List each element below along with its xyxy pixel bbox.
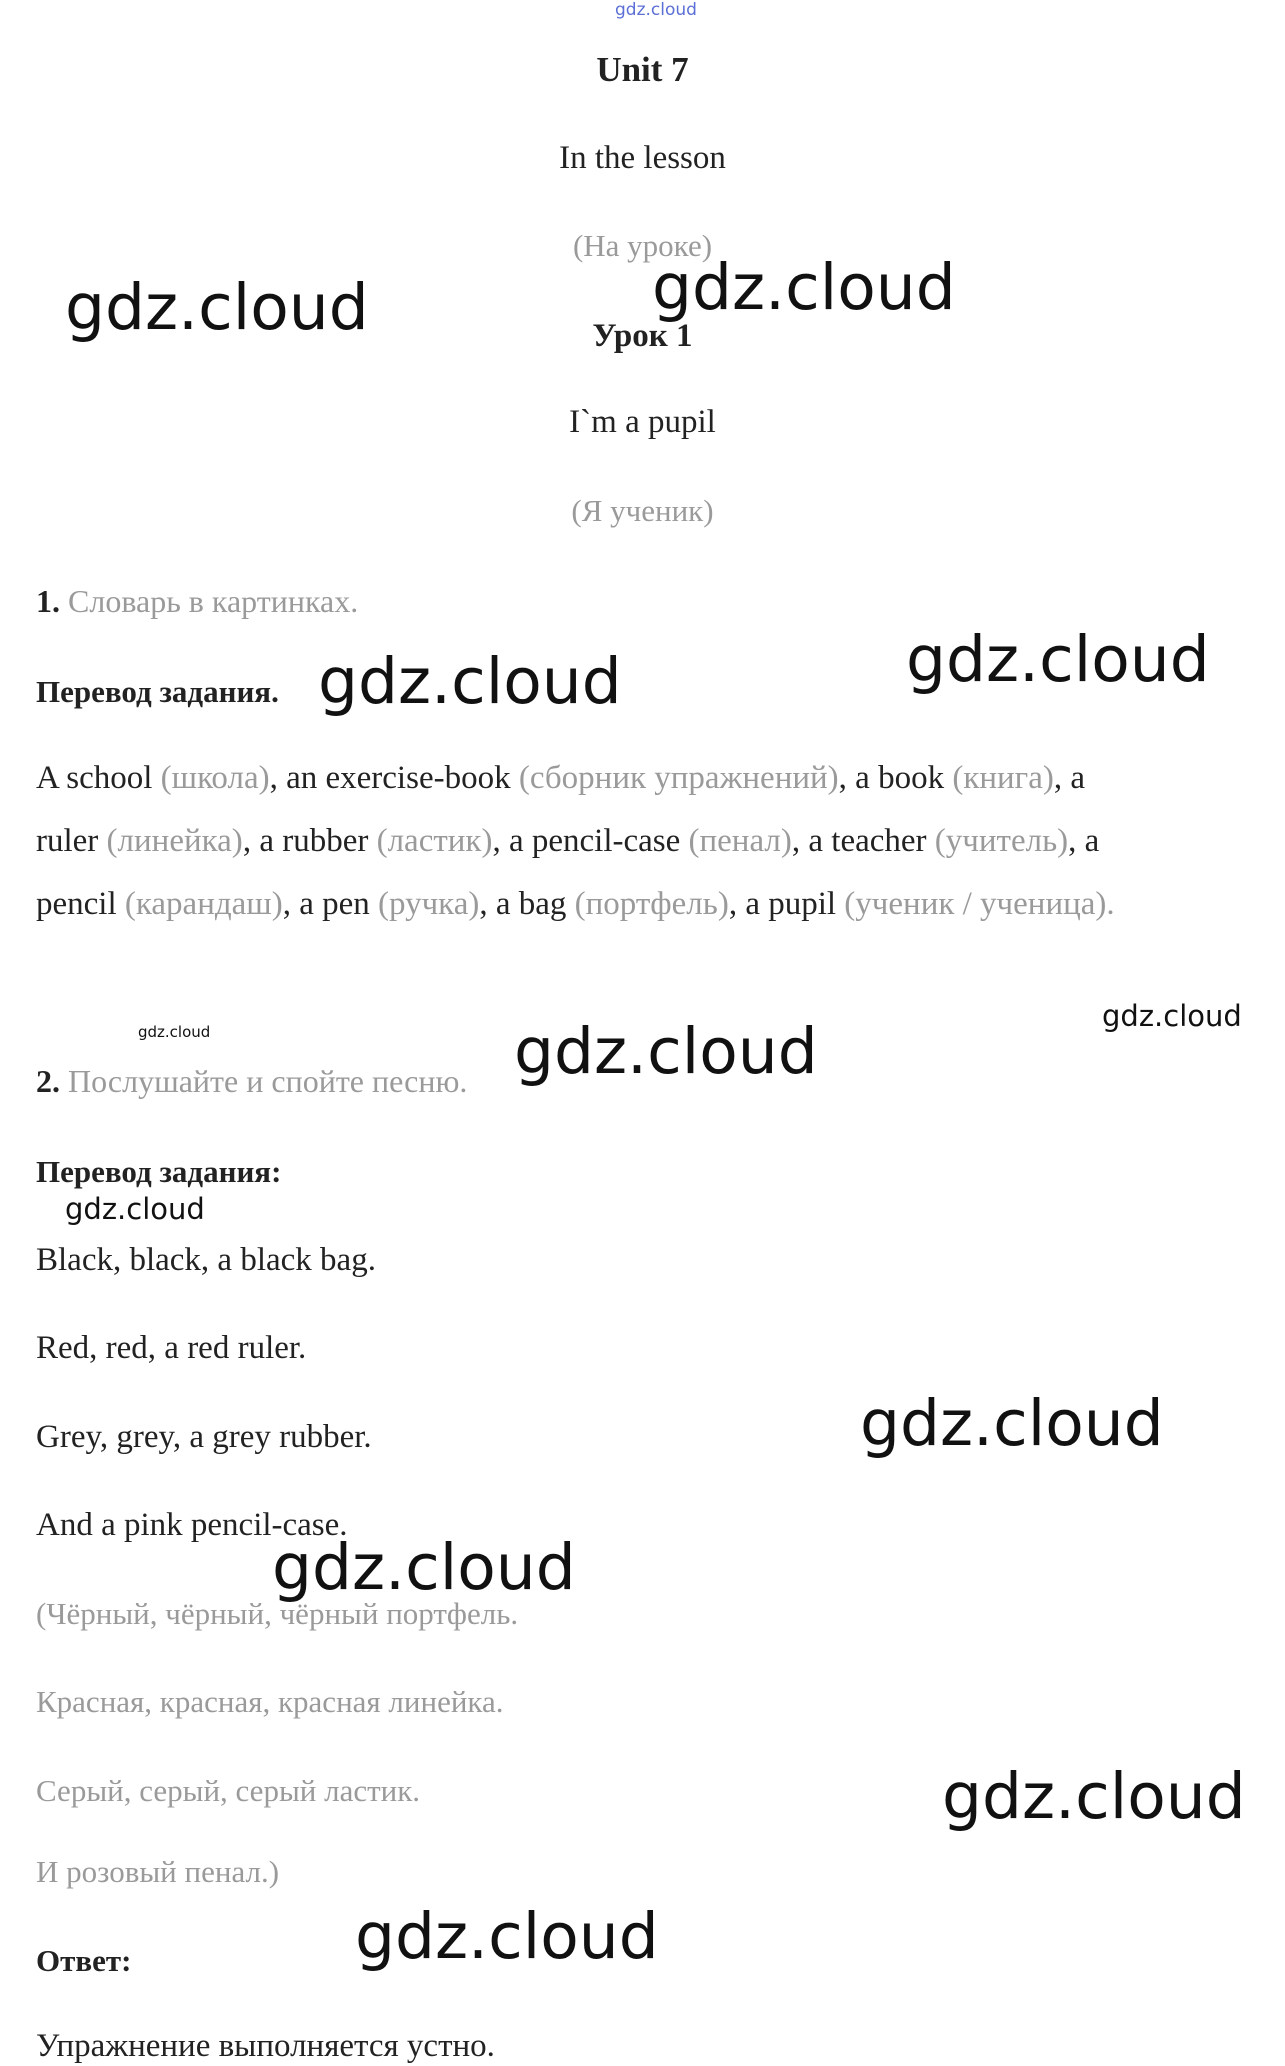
vocab-word: , a <box>1053 760 1085 796</box>
unit-title: Unit 7 <box>596 50 689 89</box>
vocab-word: pencil <box>36 886 125 922</box>
watermark: gdz.cloud <box>1102 999 1242 1033</box>
vocab-word: , a <box>1068 823 1100 859</box>
topic-title: In the lesson <box>559 140 726 176</box>
watermark: gdz.cloud <box>318 645 622 718</box>
song-line-en: Grey, grey, a grey rubber. <box>36 1419 372 1455</box>
task2-title: Послушайте и спойте песню. <box>68 1063 468 1099</box>
task1-translation-label: Перевод задания. <box>36 674 279 709</box>
watermark: gdz.cloud <box>514 1015 818 1088</box>
task1-title: Словарь в картинках. <box>68 583 359 619</box>
vocab-translation: (учитель) <box>934 823 1069 859</box>
vocab-word: , a bag <box>479 886 575 922</box>
task1-heading <box>36 583 358 620</box>
vocab-word: A school <box>36 760 161 796</box>
vocab-word: ruler <box>36 823 107 859</box>
watermark: gdz.cloud <box>65 1192 205 1226</box>
task1-vocab-line <box>36 760 1085 797</box>
vocab-translation: (пенал) <box>688 823 792 859</box>
song-line-ru: Серый, серый, серый ластик. <box>36 1773 421 1808</box>
lesson-title-ru: (Я ученик) <box>571 493 714 528</box>
watermark: gdz.cloud <box>906 623 1210 696</box>
topic-title-ru: (На уроке) <box>572 228 713 263</box>
watermark: gdz.cloud <box>272 1531 576 1604</box>
song-line-en: And a pink pencil-case. <box>36 1507 348 1543</box>
answer-label: Ответ: <box>36 1943 132 1978</box>
watermark: gdz.cloud <box>355 1900 659 1973</box>
task2-translation-label: Перевод задания: <box>36 1154 282 1189</box>
watermark: gdz.cloud <box>860 1387 1164 1460</box>
vocab-translation: (линейка) <box>106 823 243 859</box>
vocab-translation: (ученик / ученица). <box>844 886 1115 922</box>
vocab-translation: (карандаш) <box>124 886 283 922</box>
task1-vocab-line <box>36 823 1099 860</box>
song-line-en: Black, black, a black bag. <box>36 1242 376 1278</box>
vocab-translation: (ручка) <box>378 886 480 922</box>
song-line-ru: Красная, красная, красная линейка. <box>36 1684 504 1719</box>
vocab-word: , an exercise-book <box>269 760 519 796</box>
vocab-word: , a pencil-case <box>492 823 689 859</box>
lesson-heading: Урок 1 <box>592 318 693 354</box>
song-line-ru: (Чёрный, чёрный, чёрный портфель. <box>36 1596 519 1631</box>
task1-number: 1. <box>36 583 60 619</box>
lesson-title: I`m a pupil <box>569 404 716 440</box>
song-line-ru: И розовый пенал.) <box>36 1854 280 1889</box>
vocab-word: , a pen <box>282 886 379 922</box>
watermark: gdz.cloud <box>942 1760 1246 1833</box>
watermark: gdz.cloud <box>615 0 697 20</box>
watermark: gdz.cloud <box>652 251 956 324</box>
vocab-word: , a book <box>838 760 953 796</box>
vocab-word: , a rubber <box>242 823 377 859</box>
answer-text: Упражнение выполняется устно. <box>36 2028 495 2064</box>
vocab-translation: (школа) <box>160 760 270 796</box>
task2-heading <box>36 1063 467 1100</box>
vocab-translation: (книга) <box>952 760 1054 796</box>
vocab-translation: (портфель) <box>574 886 729 922</box>
vocab-word: , a teacher <box>791 823 935 859</box>
vocab-word: , a pupil <box>728 886 845 922</box>
task1-vocab-line <box>36 886 1115 923</box>
watermark: gdz.cloud <box>138 1023 211 1041</box>
vocab-translation: (сборник упражнений) <box>518 760 839 796</box>
song-line-en: Red, red, a red ruler. <box>36 1330 307 1366</box>
vocab-translation: (ластик) <box>376 823 493 859</box>
watermark: gdz.cloud <box>65 271 369 344</box>
task2-number: 2. <box>36 1063 60 1099</box>
